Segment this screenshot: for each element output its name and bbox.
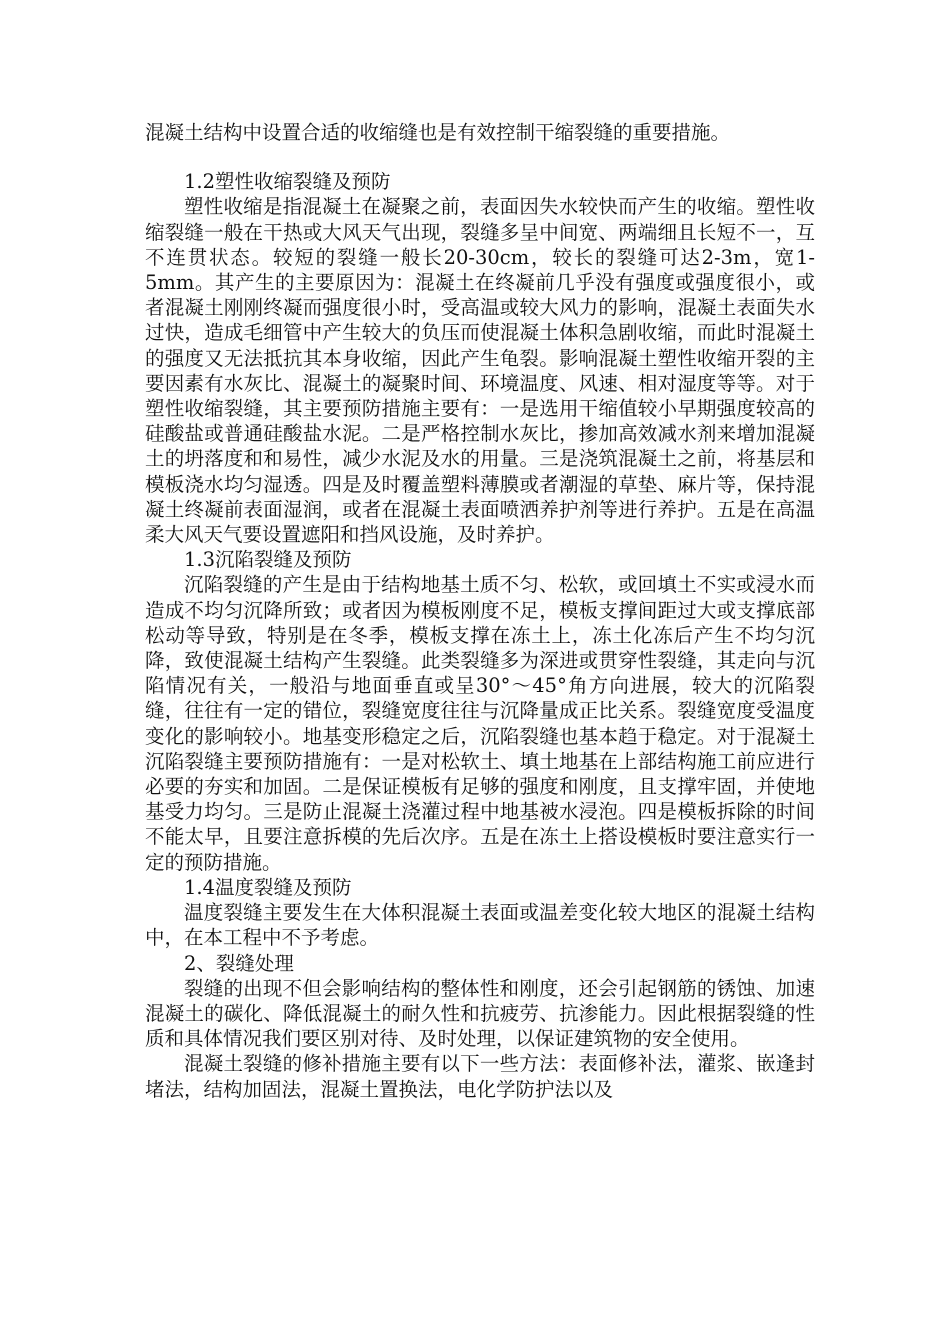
heading-1-2: 1.2塑性收缩裂缝及预防 (184, 170, 391, 194)
paragraph-settlement-cracks: 沉陷裂缝的产生是由于结构地基土质不匀、松软，或回填土不实或浸水而造成不均匀沉降所致；或者因为模板刚度不足，模板支撑间距过大或支撑底部松动等导致，特别是在冬季，模板支撑在冻土上，冻土化冻后产生不均匀沉降，致使混凝土结构产生裂缝。此类裂缝多为深进或贯穿性裂缝，其走向与沉陷情况有关，一般沿与地面垂直或呈30°～45°角方向进展，较大的沉陷裂缝，往往有一定的错位，裂缝宽度往往与沉降量成正比关系。裂缝宽度受温度变化的影响较小。地基变形稳定之后，沉陷裂缝也基本趋于稳定。对于混凝土沉陷裂缝主要预防措施有：一是对松软土、填土地基在上部结构施工前应进行必要的夯实和加固。二是保证模板有足够的强度和刚度，且支撑牢固，并使地基受力均匀。三是防止混凝土浇灌过程中地基被水浸泡。四是模板拆除的时间不能太早，且要注意拆模的先后次序。五是在冻土上搭设模板时要注意实行一定的预防措施。 (145, 573, 815, 874)
paragraph-crack-treatment: 裂缝的出现不但会影响结构的整体性和刚度，还会引起钢筋的锈蚀、加速混凝土的碳化、降低混凝土的耐久性和抗疲劳、抗渗能力。因此根据裂缝的性质和具体情况我们要区别对待、及时处理，以保证建筑物的安全使用。 (145, 976, 815, 1051)
paragraph-repair-methods: 混凝土裂缝的修补措施主要有以下一些方法：表面修补法，灌浆、嵌逢封堵法，结构加固法，混凝土置换法，电化学防护法以及 (145, 1052, 815, 1101)
document-page (145, 120, 815, 1102)
heading-1-3: 1.3沉陷裂缝及预防 (184, 548, 352, 572)
paragraph-plastic-shrinkage: 塑性收缩是指混凝土在凝聚之前，表面因失水较快而产生的收缩。塑性收缩裂缝一般在干热或大风天气出现，裂缝多呈中间宽、两端细且长短不一，互不连贯状态。较短的裂缝一般长20-30cm，较长的裂缝可达2-3m，宽1-5mm。其产生的主要原因为：混凝土在终凝前几乎没有强度或强度很小，或者混凝土刚刚终凝而强度很小时，受高温或较大风力的影响，混凝土表面失水过快，造成毛细管中产生较大的负压而使混凝土体积急剧收缩，而此时混凝土的强度又无法抵抗其本身收缩，因此产生龟裂。影响混凝土塑性收缩开裂的主要因素有水灰比、混凝土的凝聚时间、环境温度、风速、相对湿度等等。对于塑性收缩裂缝，其主要预防措施主要有：一是选用干缩值较小早期强度较高的硅酸盐或普通硅酸盐水泥。二是严格控制水灰比，掺加高效减水剂来增加混凝土的坍落度和和易性，减少水泥及水的用量。三是浇筑混凝土之前，将基层和模板浇水均匀湿透。四是及时覆盖塑料薄膜或者潮湿的草垫、麻片等，保持混凝土终凝前表面湿润，或者在混凝土表面喷洒养护剂等进行养护。五是在高温柔大风天气要设置遮阳和挡风设施，及时养护。 (145, 195, 815, 547)
paragraph-gap (145, 145, 815, 169)
heading-2: 2、裂缝处理 (184, 951, 294, 975)
paragraph-temperature-cracks: 温度裂缝主要发生在大体积混凝土表面或温差变化较大地区的混凝土结构中，在本工程中不予考虑。 (145, 901, 815, 950)
paragraph-intro: 混凝土结构中设置合适的收缩缝也是有效控制干缩裂缝的重要措施。 (145, 121, 731, 144)
heading-1-4: 1.4温度裂缝及预防 (184, 875, 352, 899)
